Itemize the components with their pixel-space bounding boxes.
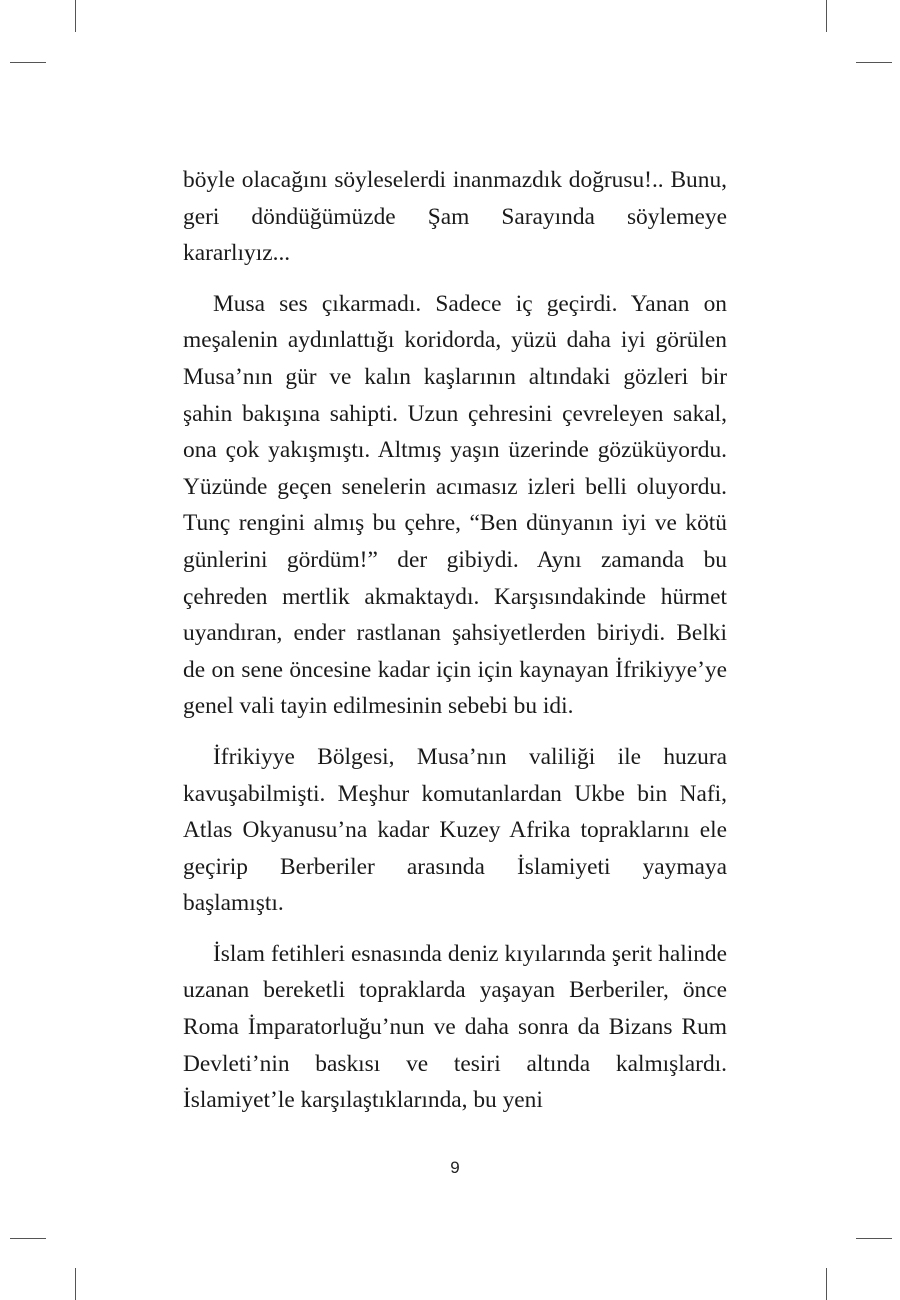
crop-mark-right-top <box>856 62 892 63</box>
crop-mark-top-left <box>75 0 76 32</box>
crop-mark-left-bottom <box>10 1238 46 1239</box>
crop-mark-bottom-right <box>826 1268 827 1300</box>
crop-mark-top-right <box>826 0 827 32</box>
crop-mark-bottom-left <box>75 1268 76 1300</box>
body-text <box>183 162 727 1133</box>
paragraph-ifrikiyye: İfrikiyye Bölgesi, Musa’nın valiliği ile huzura kavuşabilmişti. Meşhur komutanlardan Ukbe bin Nafi, Atlas Okyanusu’na kadar Kuzey Afrika topraklarını ele geçirip Berberiler arasında İslamiyeti yaymaya başlamıştı. <box>183 743 727 917</box>
crop-mark-right-bottom <box>856 1238 892 1239</box>
paragraph-continuation: böyle olacağını söyleselerdi inanmazdık doğrusu!.. Bunu, geri döndüğümüzde Şam Sarayında söylemeye kararlıyız... <box>183 167 727 267</box>
crop-mark-left-top <box>10 62 46 63</box>
paragraph-islam-conquests: İslam fetihleri esnasında deniz kıyılarında şerit halinde uzanan bereketli topraklarda yaşayan Berberiler, önce Roma İmparatorluğu’nun ve daha sonra da Bizans Rum Devleti’nin baskısı ve tesiri altında kalmışlardı. İslamiyet’le karşılaştıklarında, bu yeni <box>183 940 727 1114</box>
paragraph-musa-description: Musa ses çıkarmadı. Sadece iç geçirdi. Yanan on meşalenin aydınlattığı koridorda, yüzü daha iyi görülen Musa’nın gür ve kalın kaşlarının altındaki gözleri bir şahin bakışına sahipti. Uzun çehresini çevreleyen sakal, ona çok yakışmıştı. Altmış yaşın üzerinde gözüküyordu. Yüzünde geçen senelerin acımasız izleri belli oluyordu. Tunç rengini almış bu çehre, “Ben dünyanın iyi ve kötü günlerini gördüm!” der gibiydi. Aynı zamanda bu çehreden mertlik akmaktaydı. Karşısındakinde hürmet uyandıran, ender rastlanan şahsiyetlerden biriydi. Belki de on sene öncesine kadar için için kaynayan İfrikiyye’ye genel vali tayin edilmesinin sebebi bu idi. <box>183 290 727 720</box>
page-number: 9 <box>450 1158 460 1177</box>
